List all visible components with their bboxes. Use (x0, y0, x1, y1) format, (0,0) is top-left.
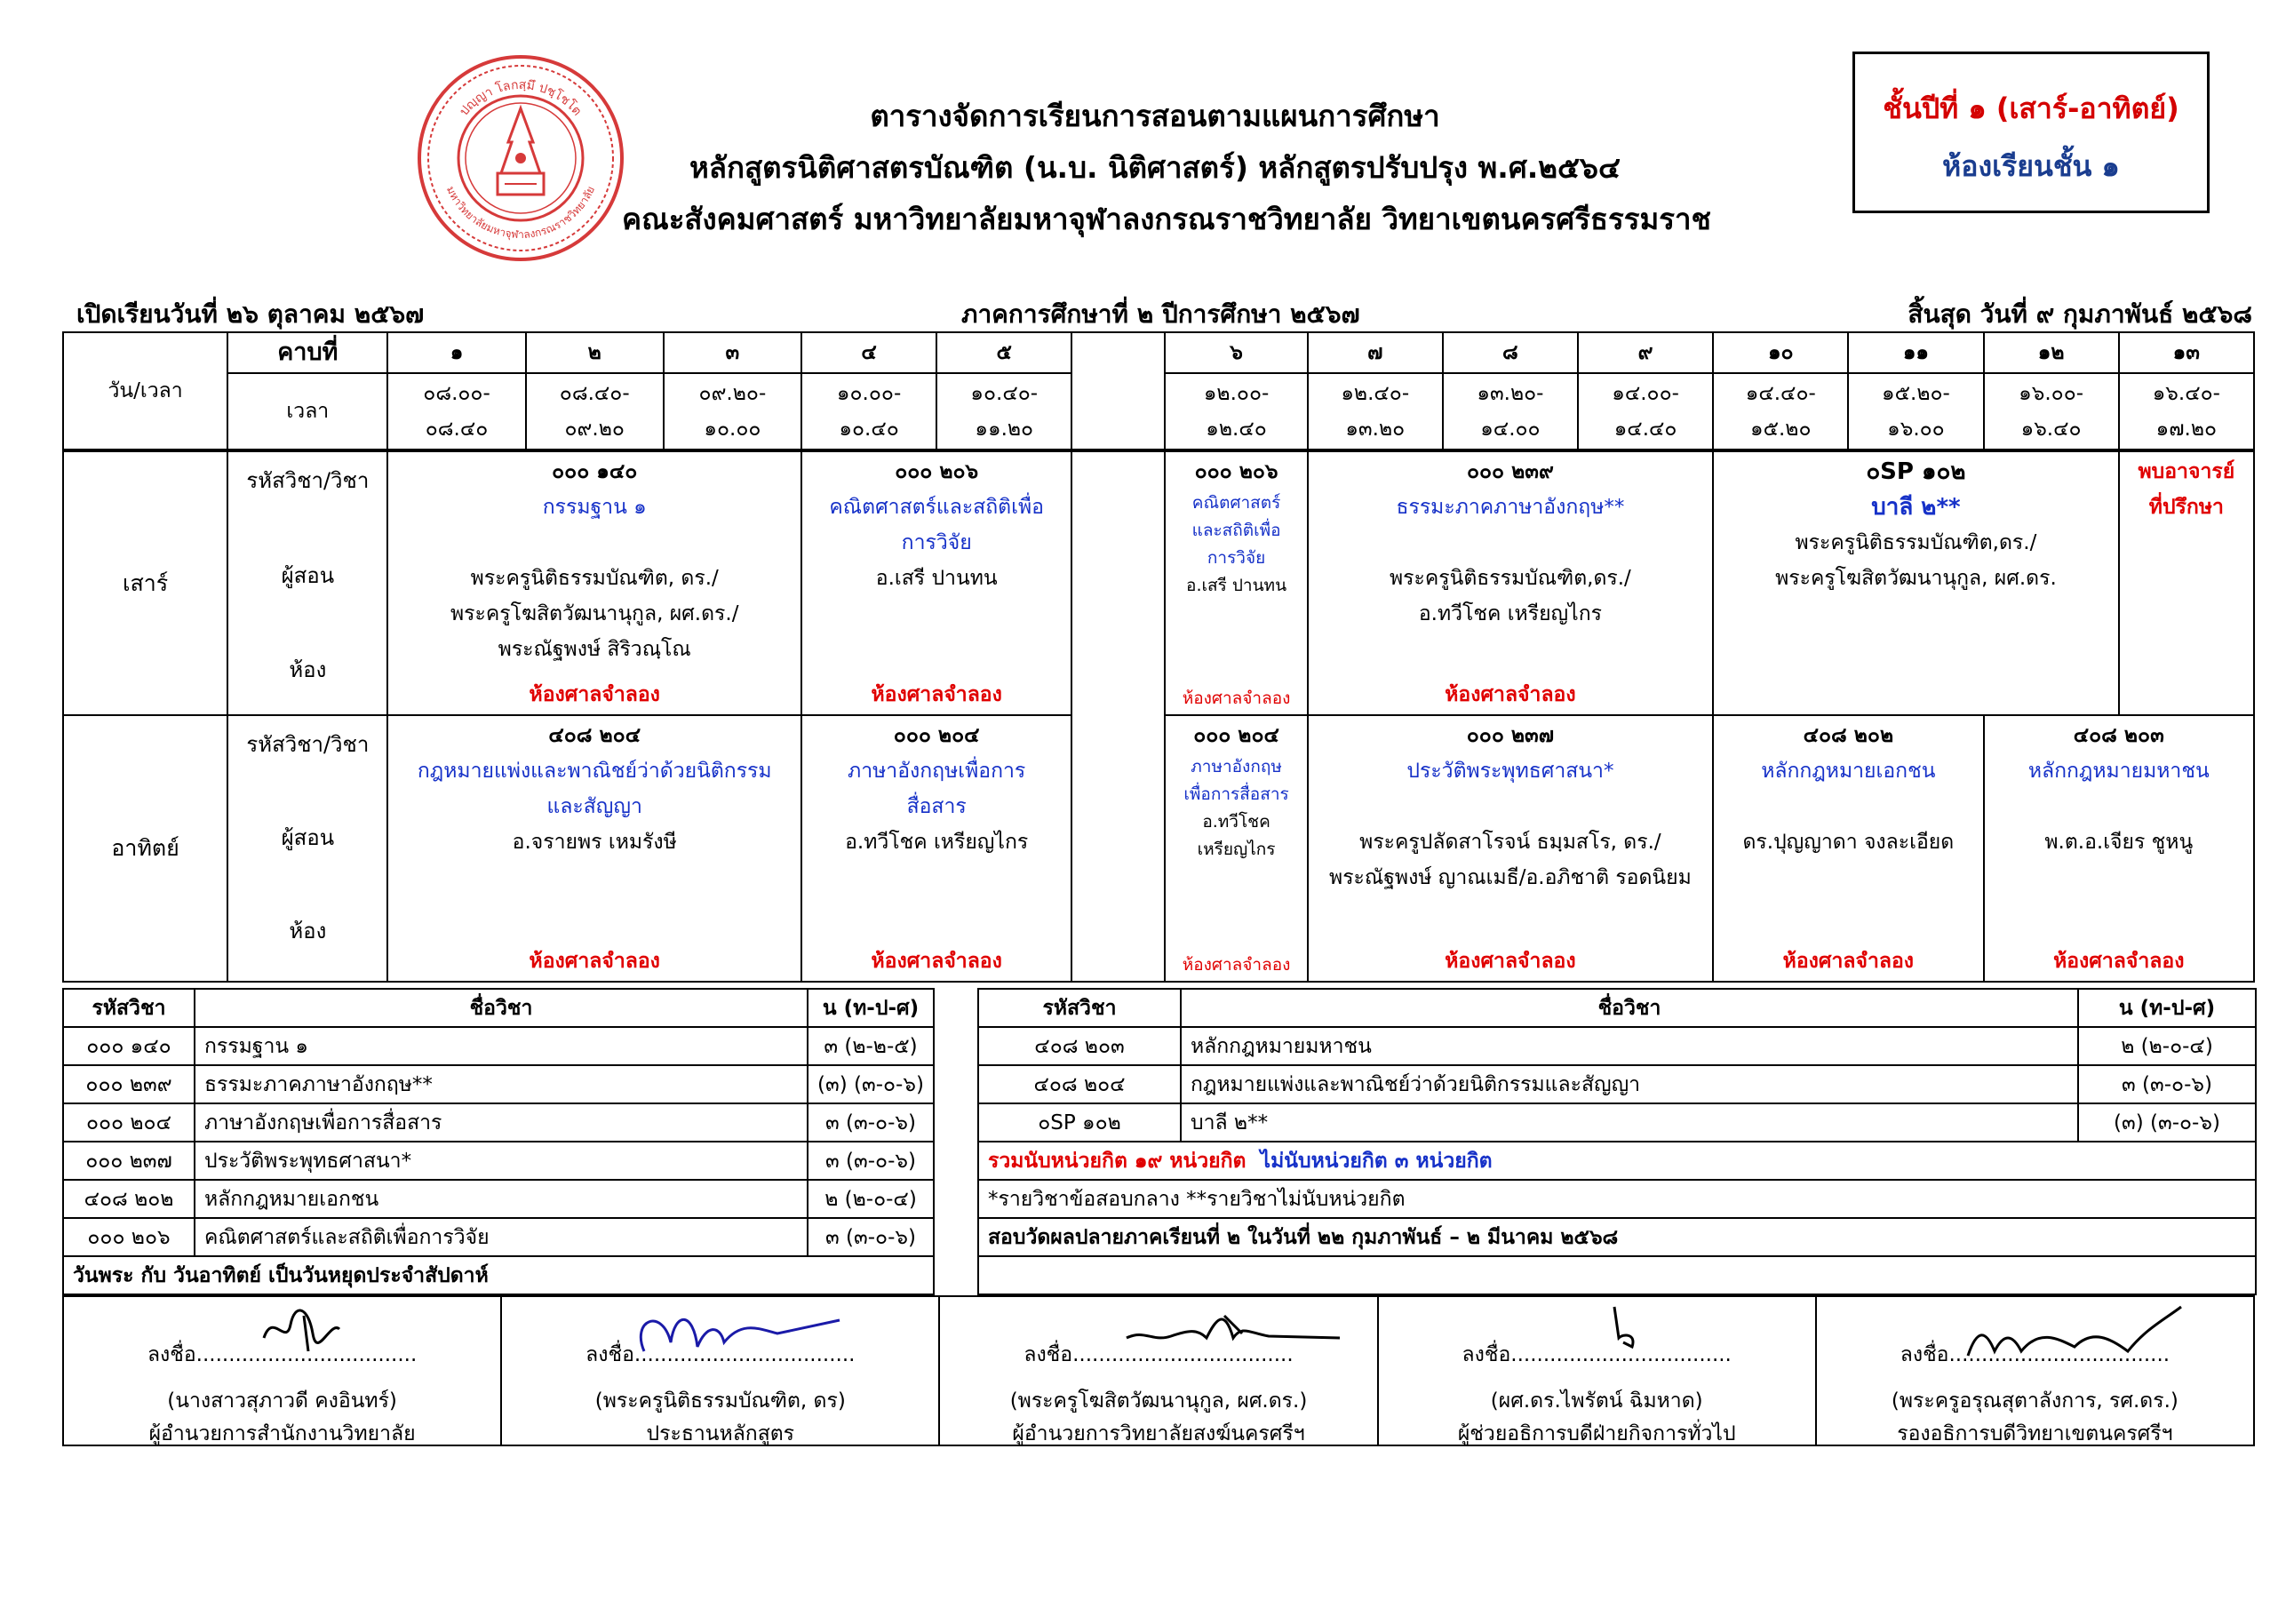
document-title (622, 91, 1711, 245)
table-row: ๐SP ๑๐๒ บาลี ๒** (๓) (๓-๐-๖) (978, 1103, 2256, 1142)
time-slot: ๐๘.๔๐- ๐๙.๒๐ (526, 373, 664, 450)
period-number: ๗ (1308, 332, 1443, 373)
sunday-course-3: ๐๐๐ ๒๐๔ ภาษาอังกฤษ เพื่อการสื่อสาร อ.ทวีโชค เหรียญไกร ห้องศาลจำลอง (1165, 715, 1307, 982)
signature-image (626, 1302, 857, 1365)
title-line-2: หลักสูตรนิติศาสตรบัณฑิต (น.บ. นิติศาสตร์) หลักสูตรปรับปรุง พ.ศ.๒๕๖๔ (689, 150, 1621, 185)
time-slot: ๑๔.๐๐- ๑๔.๔๐ (1578, 373, 1713, 450)
logo-motto: ปญฺญา โลกสฺมึ ปชฺโชโต (457, 77, 585, 119)
saturday-course-3: ๐๐๐ ๒๐๖ คณิตศาสตร์ และสถิติเพื่อ การวิจัย อ.เสรี ปานทน ห้องศาลจำลอง (1165, 450, 1307, 715)
table-row: ๐๐๐ ๒๐๔ ภาษาอังกฤษเพื่อการสื่อสาร ๓ (๓-๐-๖) (63, 1103, 934, 1142)
signature-block: ลงชื่อ.................................. (ผศ.ดร.ไพรัตน์ ฉิมหาด) ผู้ช่วยอธิการบดีฝ่ายกิจการทั่วไป (1379, 1297, 1817, 1445)
credit-total-counted: รวมนับหน่วยกิต ๑๙ หน่วยกิต (988, 1149, 1247, 1173)
schedule-table (62, 331, 2255, 983)
table-row: ๔๐๘ ๒๐๒ หลักกฎหมายเอกชน ๒ (๒-๐-๔) (63, 1180, 934, 1218)
day-sunday: อาทิตย์ (63, 715, 227, 982)
exam-note: สอบวัดผลปลายภาคเรียนที่ ๒ ในวันที่ ๒๒ กุมภาพันธ์ – ๒ มีนาคม ๒๕๖๘ (978, 1218, 2256, 1256)
title-line-1: ตารางจัดการเรียนการสอนตามแผนการศึกษา (870, 99, 1440, 133)
time-slot: ๑๐.๔๐- ๑๑.๒๐ (936, 373, 1071, 450)
table-row: ๐๐๐ ๒๐๖ คณิตศาสตร์และสถิติเพื่อการวิจัย ๓ (๓-๐-๖) (63, 1218, 934, 1256)
period-number: ๑๓ (2119, 332, 2254, 373)
period-number: ๕ (936, 332, 1071, 373)
lunch-break-column (1071, 450, 1165, 982)
signature-block: ลงชื่อ.................................. (พระครูโฆสิตวัฒนานุกูล, ผศ.ดร.) ผู้อำนวยการวิทยาลัยสงฆ์นครศรีฯ (940, 1297, 1378, 1445)
class-year-box (1852, 52, 2210, 213)
table-row: ๐๐๐ ๑๔๐ กรรมฐาน ๑ ๓ (๒-๒-๕) (63, 1027, 934, 1065)
sunday-course-1: ๔๐๘ ๒๐๔ กฎหมายแพ่งและพาณิชย์ว่าด้วยนิติกรรม และสัญญา อ.จรายพร เหมรังษี ห้องศาลจำลอง (387, 715, 801, 982)
day-time-header: วัน/เวลา (63, 332, 227, 450)
period-number: ๓ (664, 332, 801, 373)
sunday-course-6: ๔๐๘ ๒๐๓ หลักกฎหมายมหาชน พ.ต.อ.เจียร ชูหนู ห้องศาลจำลอง (1984, 715, 2254, 982)
class-year-label: ชั้นปีที่ ๑ (เสาร์-อาทิตย์) (1883, 92, 2179, 125)
signature-image (1959, 1302, 2190, 1373)
classroom-label: ห้องเรียนชั้น ๑ (1942, 149, 2120, 183)
time-slot: ๑๒.๐๐- ๑๒.๔๐ (1165, 373, 1307, 450)
sunday-course-5: ๔๐๘ ๒๐๒ หลักกฎหมายเอกชน ดร.ปุญญาดา จงละเอียด ห้องศาลจำลอง (1713, 715, 1983, 982)
period-number: ๔ (801, 332, 936, 373)
period-label: คาบที่ (227, 332, 387, 373)
table-row: ๔๐๘ ๒๐๓ หลักกฎหมายมหาชน ๒ (๒-๐-๔) (978, 1027, 2256, 1065)
holiday-note: วันพระ กับ วันอาทิตย์ เป็นวันหยุดประจำสัปดาห์ (63, 1256, 934, 1294)
time-slot: ๐๙.๒๐- ๑๐.๐๐ (664, 373, 801, 450)
course-list-right (977, 988, 2257, 1295)
table-row: ๔๐๘ ๒๐๔ กฎหมายแพ่งและพาณิชย์ว่าด้วยนิติกรรมและสัญญา ๓ (๓-๐-๖) (978, 1065, 2256, 1103)
saturday-advisor: พบอาจารย์ ที่ปรึกษา (2119, 450, 2254, 715)
period-number: ๑ (387, 332, 525, 373)
col-header: รหัสวิชา (978, 989, 1181, 1027)
course-list-left (62, 988, 935, 1295)
col-header: ชื่อวิชา (1181, 989, 2078, 1027)
period-number: ๘ (1443, 332, 1578, 373)
period-number: ๑๑ (1848, 332, 1983, 373)
signature-image (255, 1302, 362, 1356)
time-slot: ๑๔.๔๐- ๑๕.๒๐ (1713, 373, 1848, 450)
logo-name: มหาวิทยาลัยมหาจุฬาลงกรณราชวิทยาลัย (443, 184, 598, 242)
signature-block: ลงชื่อ.................................. (นางสาวสุภาวดี คงอินทร์) ผู้อำนวยการสำนักงานวิทยาลัย (64, 1297, 502, 1445)
credit-total (978, 1142, 2256, 1180)
time-slot: ๐๘.๐๐- ๐๘.๔๐ (387, 373, 525, 450)
end-date: สิ้นสุด วันที่ ๙ กุมภาพันธ์ ๒๕๖๘ (1908, 299, 2252, 329)
signature-image (1118, 1302, 1349, 1365)
time-slot: ๑๐.๐๐- ๑๐.๔๐ (801, 373, 936, 450)
sunday-course-4: ๐๐๐ ๒๓๗ ประวัติพระพุทธศาสนา* พระครูปลัดสาโรจน์ ธมฺมสโร, ดร./ พระณัฐพงษ์ ญาณเมธี/อ.อภิชาติ รอดนิยม ห้องศาลจำลอง (1308, 715, 1714, 982)
signature-row (62, 1295, 2255, 1446)
row-labels: รหัสวิชา/วิชา ผู้สอน ห้อง (227, 450, 387, 715)
time-slot: ๑๕.๒๐- ๑๖.๐๐ (1848, 373, 1983, 450)
day-saturday: เสาร์ (63, 450, 227, 715)
period-number: ๒ (526, 332, 664, 373)
time-slot: ๑๓.๒๐- ๑๔.๐๐ (1443, 373, 1578, 450)
table-row: ๐๐๐ ๒๓๗ ประวัติพระพุทธศาสนา* ๓ (๓-๐-๖) (63, 1142, 934, 1180)
col-header: รหัสวิชา (63, 989, 195, 1027)
saturday-course-2: ๐๐๐ ๒๐๖ คณิตศาสตร์และสถิติเพื่อ การวิจัย อ.เสรี ปานทน ห้องศาลจำลอง (801, 450, 1071, 715)
col-header: น (ท-ป-ศ) (808, 989, 934, 1027)
period-number: ๖ (1165, 332, 1307, 373)
row-labels: รหัสวิชา/วิชา ผู้สอน ห้อง (227, 715, 387, 982)
start-date: เปิดเรียนวันที่ ๒๖ ตุลาคม ๒๕๖๗ (76, 299, 425, 329)
signature-image (1588, 1302, 1659, 1356)
period-number: ๑๐ (1713, 332, 1848, 373)
lunch-break-cell (1071, 332, 1165, 450)
course-note: *รายวิชาข้อสอบกลาง **รายวิชาไม่นับหน่วยกิต (978, 1180, 2256, 1218)
col-header: ชื่อวิชา (195, 989, 808, 1027)
col-header: น (ท-ป-ศ) (2078, 989, 2256, 1027)
time-slot: ๑๒.๔๐- ๑๓.๒๐ (1308, 373, 1443, 450)
period-number: ๙ (1578, 332, 1713, 373)
saturday-course-4: ๐๐๐ ๒๓๙ ธรรมะภาคภาษาอังกฤษ** พระครูนิติธรรมบัณฑิต,ดร./ อ.ทวีโชค เหรียญไกร ห้องศาลจำลอง (1308, 450, 1714, 715)
credit-total-not-counted: ไม่นับหน่วยกิต ๓ หน่วยกิต (1260, 1149, 1493, 1173)
svg-text:ปญฺญา โลกสฺมึ ปชฺโชโต (457, 78, 584, 119)
university-seal-logo (416, 53, 625, 263)
empty-row (978, 1256, 2256, 1294)
signature-block: ลงชื่อ.................................. (พระครูนิติธรรมบัณฑิต, ดร) ประธานหลักสูตร (502, 1297, 940, 1445)
time-slot: ๑๖.๔๐- ๑๗.๒๐ (2119, 373, 2254, 450)
period-number: ๑๒ (1984, 332, 2119, 373)
signature-block: ลงชื่อ.................................. (พระครูอรุณสุตาลังการ, รศ.ดร.) รองอธิการบดีวิทยาเขตนครศรีฯ (1817, 1297, 2253, 1445)
title-line-3: คณะสังคมศาสตร์ มหาวิทยาลัยมหาจุฬาลงกรณราชวิทยาลัย วิทยาเขตนครศรีธรรมราช (622, 202, 1711, 236)
semester-label: ภาคการศึกษาที่ ๒ ปีการศึกษา ๒๕๖๗ (961, 299, 1360, 329)
time-slot: ๑๖.๐๐- ๑๖.๔๐ (1984, 373, 2119, 450)
saturday-course-5: ๐SP ๑๐๒ บาลี ๒** พระครูนิติธรรมบัณฑิต,ดร./ พระครูโฆสิตวัฒนานุกูล, ผศ.ดร. (1713, 450, 2119, 715)
time-label: เวลา (227, 373, 387, 450)
sunday-course-2: ๐๐๐ ๒๐๔ ภาษาอังกฤษเพื่อการ สื่อสาร อ.ทวีโชค เหรียญไกร ห้องศาลจำลอง (801, 715, 1071, 982)
table-row: ๐๐๐ ๒๓๙ ธรรมะภาคภาษาอังกฤษ** (๓) (๓-๐-๖) (63, 1065, 934, 1103)
saturday-course-1: ๐๐๐ ๑๔๐ กรรมฐาน ๑ พระครูนิติธรรมบัณฑิต, ดร./ พระครูโฆสิตวัฒนานุกูล, ผศ.ดร./ พระณัฐพงษ์ สิริวณฺโณ ห้องศาลจำลอง (387, 450, 801, 715)
